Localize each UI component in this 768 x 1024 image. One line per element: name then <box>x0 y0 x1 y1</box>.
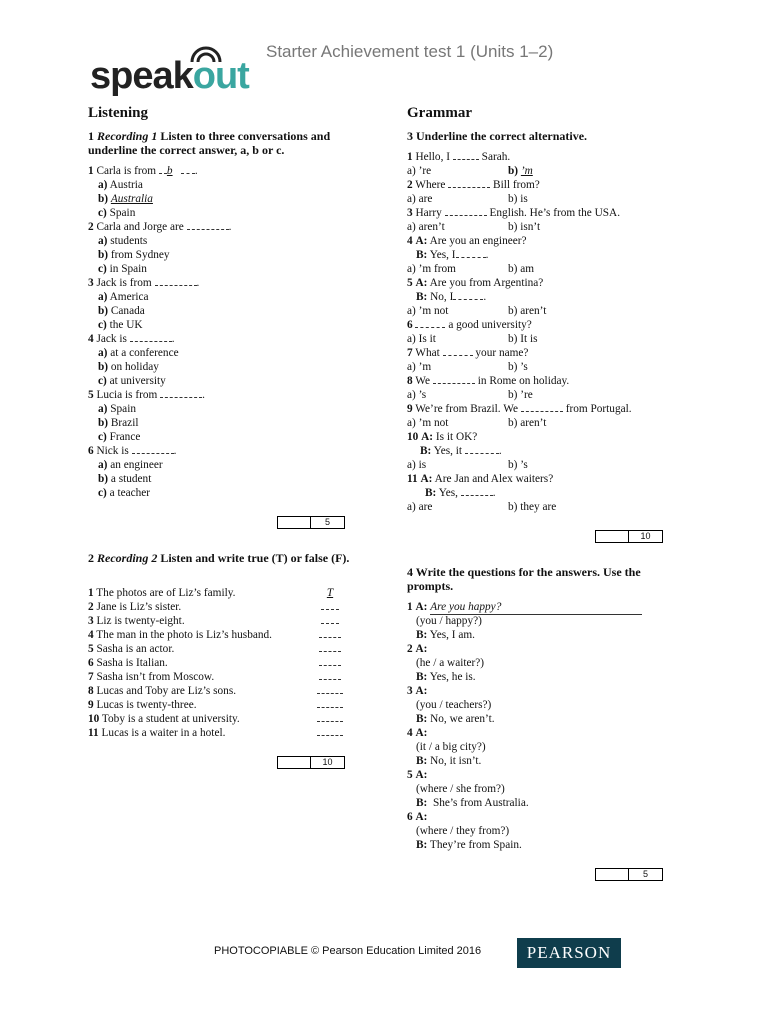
question-5: 5 Lucia is from . <box>88 389 205 401</box>
grammar-heading: Grammar <box>407 105 472 121</box>
ex1-instruction: 1 Recording 1 Listen to three conversations and underline the correct answer, a, b or c. <box>88 129 331 157</box>
ex4-instruction: 4 Write the questions for the answers. Use the prompts. <box>407 565 641 593</box>
ex3-instruction: 3 Underline the correct alternative. <box>407 129 588 143</box>
ex2-score-box: 10 <box>277 756 345 769</box>
question-1: 1 Carla is from b . <box>88 165 198 177</box>
footer-copyright: PHOTOCOPIABLE © Pearson Education Limited 2016 <box>214 945 482 957</box>
ex3-score-box: 10 <box>595 530 663 543</box>
logo-wordmark: speakout <box>90 55 249 97</box>
question-6: 6 Nick is . <box>88 445 177 457</box>
ex1-score-box: 5 <box>277 516 345 529</box>
ex4-questions: 1 A: Are you happy? (you / happy?) B: Yes, I am. 2 A: (he / a waiter?) B: Yes, he is. 3 A: (you / teachers?) B: No, we aren’t. 4 A: (it / a big city?) B: No, it isn’t. 5 A: (where / she from?) B: She’s from Australia. 6 A: (where / they from?) B: They’re from Spain. <box>407 600 677 852</box>
question-4: 4 Jack is . <box>88 333 175 345</box>
question-2: 2 Carla and Jorge are . <box>88 221 232 233</box>
ex1-questions: 1 Carla is from b . a) Austria b) Australia c) Spain 2 Carla and Jorge are . a) students b) from Sydney c) in Spain 3 Jack is from . a) America b) Canada c) the UK 4 Jack is . a) at a conference b) on holiday c) at university 5 Lucia is from . a) Spain b) Brazil c) France 6 Nick is . a) an engineer b) a student c) a teacher <box>88 164 358 500</box>
question-3: 3 Jack is from . <box>88 277 200 289</box>
ex4-score-box: 5 <box>595 868 663 881</box>
answer-underlined: Australia <box>110 193 153 205</box>
speakout-logo <box>90 44 265 96</box>
ex2-instruction: 2 Recording 2 Listen and write true (T) or false (F). <box>88 551 350 565</box>
test-title: Starter Achievement test 1 (Units 1–2) <box>266 42 554 61</box>
ex2-statements: 1 The photos are of Liz’s family. 2 Jane is Liz’s sister. 3 Liz is twenty-eight. 4 The man in the photo is Liz’s husband. 5 Sasha is an actor. 6 Sasha is Italian. 7 Sasha isn’t from Moscow. 8 Lucas and Toby are Liz’s sons. 9 Lucas is twenty-three. 10 Toby is a student at university. 11 Lucas is a waiter in a hotel. <box>88 587 272 739</box>
ex3-questions: 1 Hello, I Sarah. a) ’re b) ’m 2 Where Bill from? a) are b) is 3 Harry English. He’s from the USA. a) aren’t b) isn’t 4 A: Are you an engineer? B: Yes, I . a) ’m from b) am 5 A: Are you from Argentina? B: No, I . a) ’m not b) aren’t 6 a good university? a) Is it b) It is 7 What your name? a) ’m b) ’s 8 We in Rome on holiday. a) ’s b) ’re 9 We’re from Brazil. We from Portugal. a) ’m not b) aren’t 10 A: Is it OK? B: Yes, it . a) is b) ’s 11 A: Are Jan and Alex waiters? B: Yes, . a) are b) they are <box>407 151 632 513</box>
pearson-logo: PEARSON <box>517 938 621 968</box>
listening-heading: Listening <box>88 105 149 121</box>
